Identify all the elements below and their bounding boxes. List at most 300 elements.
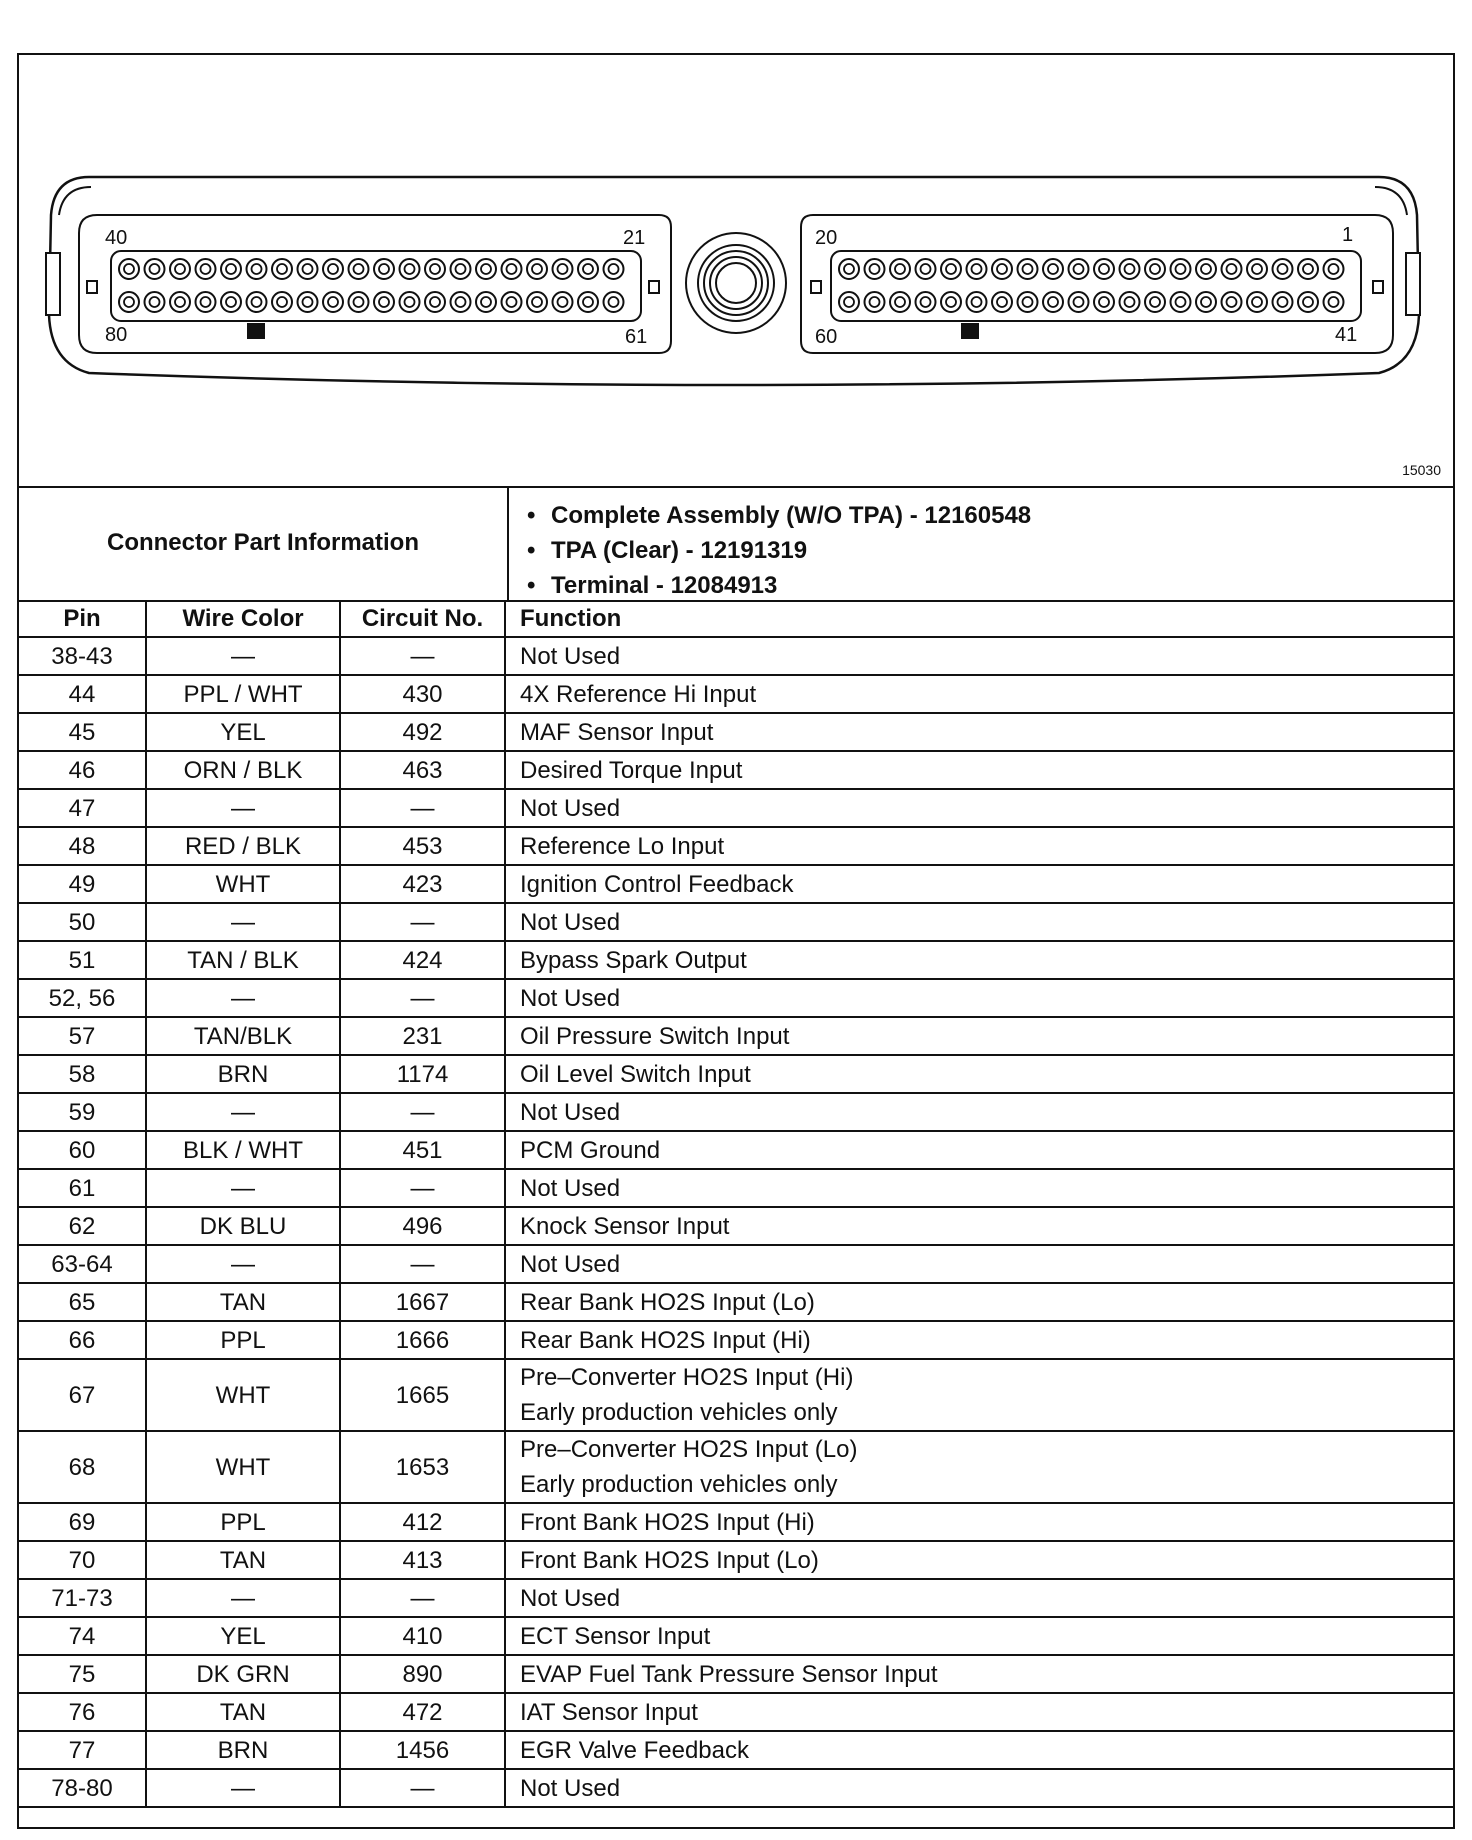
pin-terminal <box>124 297 134 307</box>
pin-cavity <box>1069 259 1089 279</box>
circuit-cell: 890 <box>340 1655 505 1693</box>
pin-terminal <box>972 264 982 274</box>
function-cell <box>505 1359 1453 1431</box>
circuit-cell: 410 <box>340 1617 505 1655</box>
pin-terminal <box>844 297 854 307</box>
pin-cavity <box>1043 292 1063 312</box>
wire-color-cell: YEL <box>146 713 340 751</box>
function-cell <box>505 1245 1453 1283</box>
left-key-block <box>247 323 265 339</box>
pin-cavity <box>247 259 267 279</box>
wire-color-cell: YEL <box>146 1617 340 1655</box>
function-line: ECT Sensor Input <box>520 1622 711 1650</box>
pin-terminal <box>277 297 287 307</box>
pin-cavity <box>1120 292 1140 312</box>
pin-cell: 61 <box>19 1169 146 1207</box>
table-row <box>19 1017 1453 1055</box>
pin-cavity <box>578 292 598 312</box>
circuit-cell: — <box>340 1093 505 1131</box>
circuit-cell: 1666 <box>340 1321 505 1359</box>
connector-side-tab-left <box>46 253 60 315</box>
circuit-cell: 1456 <box>340 1731 505 1769</box>
pin-cavity <box>941 292 961 312</box>
pin-cell: 49 <box>19 865 146 903</box>
pin-cell: 77 <box>19 1731 146 1769</box>
table-row <box>19 1431 1453 1503</box>
connector-drawing <box>19 55 1453 486</box>
pin-terminal <box>405 297 415 307</box>
table-row <box>19 1579 1453 1617</box>
function-cell <box>505 1321 1453 1359</box>
circuit-cell: 413 <box>340 1541 505 1579</box>
wire-color-cell: WHT <box>146 865 340 903</box>
function-cell <box>505 1017 1453 1055</box>
wire-color-cell: ORN / BLK <box>146 751 340 789</box>
wire-color-cell: — <box>146 1769 340 1807</box>
pin-cavity <box>476 259 496 279</box>
wire-color-cell: — <box>146 979 340 1017</box>
function-line: EVAP Fuel Tank Pressure Sensor Input <box>520 1660 938 1688</box>
pin-cell: 62 <box>19 1207 146 1245</box>
pin-cavity <box>1094 292 1114 312</box>
pin-cell: 65 <box>19 1283 146 1321</box>
header-wire-color: Wire Color <box>146 600 340 637</box>
pin-cavity <box>1324 259 1344 279</box>
pin-label-21: 21 <box>623 227 646 249</box>
wire-color-cell: BRN <box>146 1055 340 1093</box>
pin-terminal <box>150 264 160 274</box>
pin-terminal <box>456 297 466 307</box>
function-cell <box>505 1617 1453 1655</box>
pin-cavity <box>323 259 343 279</box>
pin-cavity <box>400 292 420 312</box>
table-row <box>19 1169 1453 1207</box>
pin-cavity <box>247 292 267 312</box>
pin-terminal <box>870 297 880 307</box>
pin-label-61: 61 <box>625 326 648 348</box>
pin-table-body <box>19 637 1453 1807</box>
pin-table-header <box>19 600 1453 637</box>
function-line: Pre–Converter HO2S Input (Lo) <box>520 1436 858 1463</box>
circuit-cell: 453 <box>340 827 505 865</box>
pin-cell: 60 <box>19 1131 146 1169</box>
pin-cavity <box>1196 292 1216 312</box>
pin-cavity <box>1171 259 1191 279</box>
pin-terminal <box>1125 264 1135 274</box>
pin-cell: 50 <box>19 903 146 941</box>
pin-terminal <box>1278 297 1288 307</box>
circuit-cell: 1665 <box>340 1359 505 1431</box>
pin-terminal <box>583 264 593 274</box>
pin-terminal <box>201 264 211 274</box>
function-line: Not Used <box>520 1774 621 1802</box>
function-line: 4X Reference Hi Input <box>520 680 757 708</box>
circuit-cell: 1174 <box>340 1055 505 1093</box>
pin-terminal <box>379 297 389 307</box>
connector-left-half <box>79 215 671 353</box>
table-row <box>19 1283 1453 1321</box>
pin-terminal <box>1074 297 1084 307</box>
connector-part-list <box>527 498 1031 603</box>
wire-color-cell: TAN / BLK <box>146 941 340 979</box>
pin-cavity <box>1171 292 1191 312</box>
pin-cavity <box>298 292 318 312</box>
table-row <box>19 1769 1453 1807</box>
pin-cavity <box>1247 292 1267 312</box>
pin-terminal <box>1048 264 1058 274</box>
function-cell <box>505 751 1453 789</box>
pin-terminal <box>354 264 364 274</box>
pin-terminal <box>1150 264 1160 274</box>
pin-cavity <box>400 259 420 279</box>
table-row <box>19 1503 1453 1541</box>
pin-cavity <box>1222 292 1242 312</box>
pin-label-1: 1 <box>1342 224 1354 246</box>
pin-cavity <box>967 292 987 312</box>
function-cell <box>505 1431 1453 1503</box>
pin-cavity <box>196 259 216 279</box>
function-line: Not Used <box>520 794 621 822</box>
pin-terminal <box>1074 264 1084 274</box>
function-line: Oil Level Switch Input <box>520 1060 751 1088</box>
pin-terminal <box>895 297 905 307</box>
pin-cavity <box>502 292 522 312</box>
function-line: Not Used <box>520 642 621 670</box>
pin-terminal <box>1023 264 1033 274</box>
pin-terminal <box>972 297 982 307</box>
pin-terminal <box>1227 297 1237 307</box>
pin-cell: 52, 56 <box>19 979 146 1017</box>
pin-cavity <box>604 259 624 279</box>
pin-cavity <box>941 259 961 279</box>
pin-cavity <box>865 292 885 312</box>
pin-cavity <box>298 259 318 279</box>
pin-terminal <box>1176 297 1186 307</box>
wire-color-cell: — <box>146 903 340 941</box>
pin-cavity <box>890 292 910 312</box>
wire-color-cell: DK GRN <box>146 1655 340 1693</box>
pin-terminal <box>946 297 956 307</box>
header-pin: Pin <box>19 600 146 637</box>
pin-terminal <box>997 264 1007 274</box>
pin-terminal <box>1023 297 1033 307</box>
pin-terminal <box>303 264 313 274</box>
function-line: Early production vehicles only <box>520 1471 838 1498</box>
pin-cavity <box>604 292 624 312</box>
pin-terminal <box>481 264 491 274</box>
function-line: Front Bank HO2S Input (Lo) <box>520 1546 819 1574</box>
right-key-block <box>961 323 979 339</box>
circuit-cell: 430 <box>340 675 505 713</box>
pin-terminal <box>609 297 619 307</box>
pin-cavity <box>916 259 936 279</box>
circuit-cell: — <box>340 1245 505 1283</box>
pin-cell: 66 <box>19 1321 146 1359</box>
wire-color-cell: BLK / WHT <box>146 1131 340 1169</box>
pin-cell: 67 <box>19 1359 146 1431</box>
pin-cavity <box>119 259 139 279</box>
table-row <box>19 1321 1453 1359</box>
pin-cavity <box>374 292 394 312</box>
figure-id: 15030 <box>1402 462 1441 478</box>
circuit-cell: 424 <box>340 941 505 979</box>
circuit-cell: 492 <box>340 713 505 751</box>
pin-cell: 68 <box>19 1431 146 1503</box>
pin-circles <box>119 259 1344 312</box>
pin-terminal <box>507 264 517 274</box>
circuit-cell: — <box>340 903 505 941</box>
function-cell <box>505 979 1453 1017</box>
pin-cell: 59 <box>19 1093 146 1131</box>
wire-color-cell: PPL <box>146 1321 340 1359</box>
pin-cavity <box>272 292 292 312</box>
pin-terminal <box>303 297 313 307</box>
pin-cavity <box>553 292 573 312</box>
pin-cavity <box>1145 292 1165 312</box>
function-line: Knock Sensor Input <box>520 1212 730 1240</box>
wire-color-cell: TAN/BLK <box>146 1017 340 1055</box>
pin-cavity <box>992 259 1012 279</box>
pin-cavity <box>1222 259 1242 279</box>
pin-cell: 57 <box>19 1017 146 1055</box>
pin-cavity <box>553 259 573 279</box>
table-row <box>19 1617 1453 1655</box>
pin-cell: 58 <box>19 1055 146 1093</box>
function-cell <box>505 827 1453 865</box>
wire-color-cell: — <box>146 1169 340 1207</box>
pin-terminal <box>226 264 236 274</box>
pin-terminal <box>175 297 185 307</box>
function-line: Desired Torque Input <box>520 756 743 784</box>
function-line: Not Used <box>520 1174 621 1202</box>
pin-label-41: 41 <box>1335 324 1358 346</box>
function-line: Ignition Control Feedback <box>520 870 794 898</box>
circuit-cell: 231 <box>340 1017 505 1055</box>
circuit-cell: — <box>340 1769 505 1807</box>
pin-cavity <box>1298 292 1318 312</box>
pin-cavity <box>527 292 547 312</box>
function-cell <box>505 1131 1453 1169</box>
pin-terminal <box>1252 264 1262 274</box>
pin-cavity <box>1145 259 1165 279</box>
table-row <box>19 1359 1453 1431</box>
pin-cavity <box>839 259 859 279</box>
wire-color-cell: BRN <box>146 1731 340 1769</box>
function-cell <box>505 1503 1453 1541</box>
connector-side-tab-right <box>1406 253 1420 315</box>
circuit-cell: 463 <box>340 751 505 789</box>
pin-cell: 69 <box>19 1503 146 1541</box>
pin-cavity <box>476 292 496 312</box>
pin-cavity <box>349 292 369 312</box>
wire-color-cell: — <box>146 789 340 827</box>
pin-terminal <box>328 297 338 307</box>
circuit-cell: 423 <box>340 865 505 903</box>
function-line: Pre–Converter HO2S Input (Hi) <box>520 1364 854 1391</box>
pin-cavity <box>916 292 936 312</box>
function-cell <box>505 1731 1453 1769</box>
pin-terminal <box>1176 264 1186 274</box>
function-cell <box>505 1169 1453 1207</box>
wire-color-cell: WHT <box>146 1431 340 1503</box>
connector-part-info-label: Connector Part Information <box>19 486 509 600</box>
function-cell <box>505 1055 1453 1093</box>
pin-terminal <box>844 264 854 274</box>
circuit-cell: — <box>340 789 505 827</box>
pin-cavity <box>196 292 216 312</box>
connector-sheet <box>17 53 1455 1829</box>
table-row <box>19 1245 1453 1283</box>
wire-color-cell: TAN <box>146 1283 340 1321</box>
function-line: Early production vehicles only <box>520 1399 838 1426</box>
pin-cavity <box>1273 259 1293 279</box>
function-cell <box>505 637 1453 675</box>
wire-color-cell: PPL / WHT <box>146 675 340 713</box>
pin-terminal <box>921 264 931 274</box>
pin-table <box>19 600 1453 1808</box>
connector-right-half <box>801 215 1393 353</box>
pin-cell: 71-73 <box>19 1579 146 1617</box>
function-cell <box>505 941 1453 979</box>
table-row <box>19 1541 1453 1579</box>
pin-label-40: 40 <box>105 227 128 249</box>
function-line: Bypass Spark Output <box>520 946 747 974</box>
circuit-cell: 1667 <box>340 1283 505 1321</box>
pin-terminal <box>252 297 262 307</box>
circuit-cell: — <box>340 1169 505 1207</box>
pin-cavity <box>145 292 165 312</box>
pin-cell: 74 <box>19 1617 146 1655</box>
circuit-cell: 451 <box>340 1131 505 1169</box>
pin-cavity <box>1273 292 1293 312</box>
pin-cavity <box>967 259 987 279</box>
pin-cavity <box>451 292 471 312</box>
circuit-cell: — <box>340 637 505 675</box>
table-row <box>19 1655 1453 1693</box>
pin-cavity <box>170 292 190 312</box>
pin-terminal <box>1303 264 1313 274</box>
function-line: Not Used <box>520 1250 621 1278</box>
pin-terminal <box>481 297 491 307</box>
function-line: Not Used <box>520 908 621 936</box>
pin-terminal <box>1329 264 1339 274</box>
table-row <box>19 751 1453 789</box>
pin-terminal <box>1048 297 1058 307</box>
pin-cell: 78-80 <box>19 1769 146 1807</box>
pin-terminal <box>354 297 364 307</box>
pin-terminal <box>456 264 466 274</box>
function-cell <box>505 1283 1453 1321</box>
function-line: Rear Bank HO2S Input (Lo) <box>520 1288 815 1316</box>
table-row <box>19 637 1453 675</box>
table-row <box>19 865 1453 903</box>
function-cell <box>505 865 1453 903</box>
pin-cell: 48 <box>19 827 146 865</box>
pin-cavity <box>1043 259 1063 279</box>
function-cell <box>505 1207 1453 1245</box>
pin-cell: 70 <box>19 1541 146 1579</box>
table-row <box>19 789 1453 827</box>
pin-cavity <box>451 259 471 279</box>
wire-color-cell: TAN <box>146 1693 340 1731</box>
function-line: Oil Pressure Switch Input <box>520 1022 790 1050</box>
pin-cavity <box>578 259 598 279</box>
pin-terminal <box>430 297 440 307</box>
pin-cavity <box>1324 292 1344 312</box>
pin-cavity <box>527 259 547 279</box>
function-cell <box>505 1693 1453 1731</box>
pin-cell: 38-43 <box>19 637 146 675</box>
pin-cavity <box>1247 259 1267 279</box>
pin-cavity <box>221 259 241 279</box>
pin-cavity <box>992 292 1012 312</box>
header-circuit-no: Circuit No. <box>340 600 505 637</box>
function-cell <box>505 1769 1453 1807</box>
wire-color-cell: PPL <box>146 1503 340 1541</box>
pin-terminal <box>379 264 389 274</box>
pin-terminal <box>1303 297 1313 307</box>
function-cell <box>505 1541 1453 1579</box>
pin-cavity <box>374 259 394 279</box>
pin-terminal <box>1278 264 1288 274</box>
pin-cavity <box>1298 259 1318 279</box>
circuit-cell: — <box>340 1579 505 1617</box>
pin-terminal <box>870 264 880 274</box>
circuit-cell: 472 <box>340 1693 505 1731</box>
pin-cavity <box>1094 259 1114 279</box>
pin-terminal <box>1201 264 1211 274</box>
function-line: MAF Sensor Input <box>520 718 714 746</box>
connector-part-info <box>19 486 1453 602</box>
pin-cavity <box>170 259 190 279</box>
pin-cavity <box>221 292 241 312</box>
pin-cell: 46 <box>19 751 146 789</box>
circuit-cell: 412 <box>340 1503 505 1541</box>
pin-terminal <box>1201 297 1211 307</box>
circuit-cell: 496 <box>340 1207 505 1245</box>
table-row <box>19 941 1453 979</box>
table-row <box>19 1093 1453 1131</box>
table-row <box>19 1131 1453 1169</box>
center-bolt <box>686 233 786 333</box>
part-item-terminal: • Terminal - 12084913 <box>527 568 1031 603</box>
pin-terminal <box>583 297 593 307</box>
pin-cell: 45 <box>19 713 146 751</box>
pin-cell: 75 <box>19 1655 146 1693</box>
pin-terminal <box>1329 297 1339 307</box>
table-row <box>19 903 1453 941</box>
pin-terminal <box>430 264 440 274</box>
table-row <box>19 713 1453 751</box>
pin-cavity <box>865 259 885 279</box>
pin-label-80: 80 <box>105 324 128 346</box>
function-line: Front Bank HO2S Input (Hi) <box>520 1508 815 1536</box>
pin-terminal <box>895 264 905 274</box>
pin-cavity <box>119 292 139 312</box>
pin-terminal <box>405 264 415 274</box>
pin-terminal <box>946 264 956 274</box>
wire-color-cell: — <box>146 1579 340 1617</box>
pin-cavity <box>425 259 445 279</box>
circuit-cell: — <box>340 979 505 1017</box>
pin-cavity <box>890 259 910 279</box>
pin-terminal <box>277 264 287 274</box>
part-item-tpa: • TPA (Clear) - 12191319 <box>527 533 1031 568</box>
wire-color-cell: — <box>146 637 340 675</box>
pin-terminal <box>150 297 160 307</box>
table-row <box>19 1055 1453 1093</box>
pin-terminal <box>252 264 262 274</box>
